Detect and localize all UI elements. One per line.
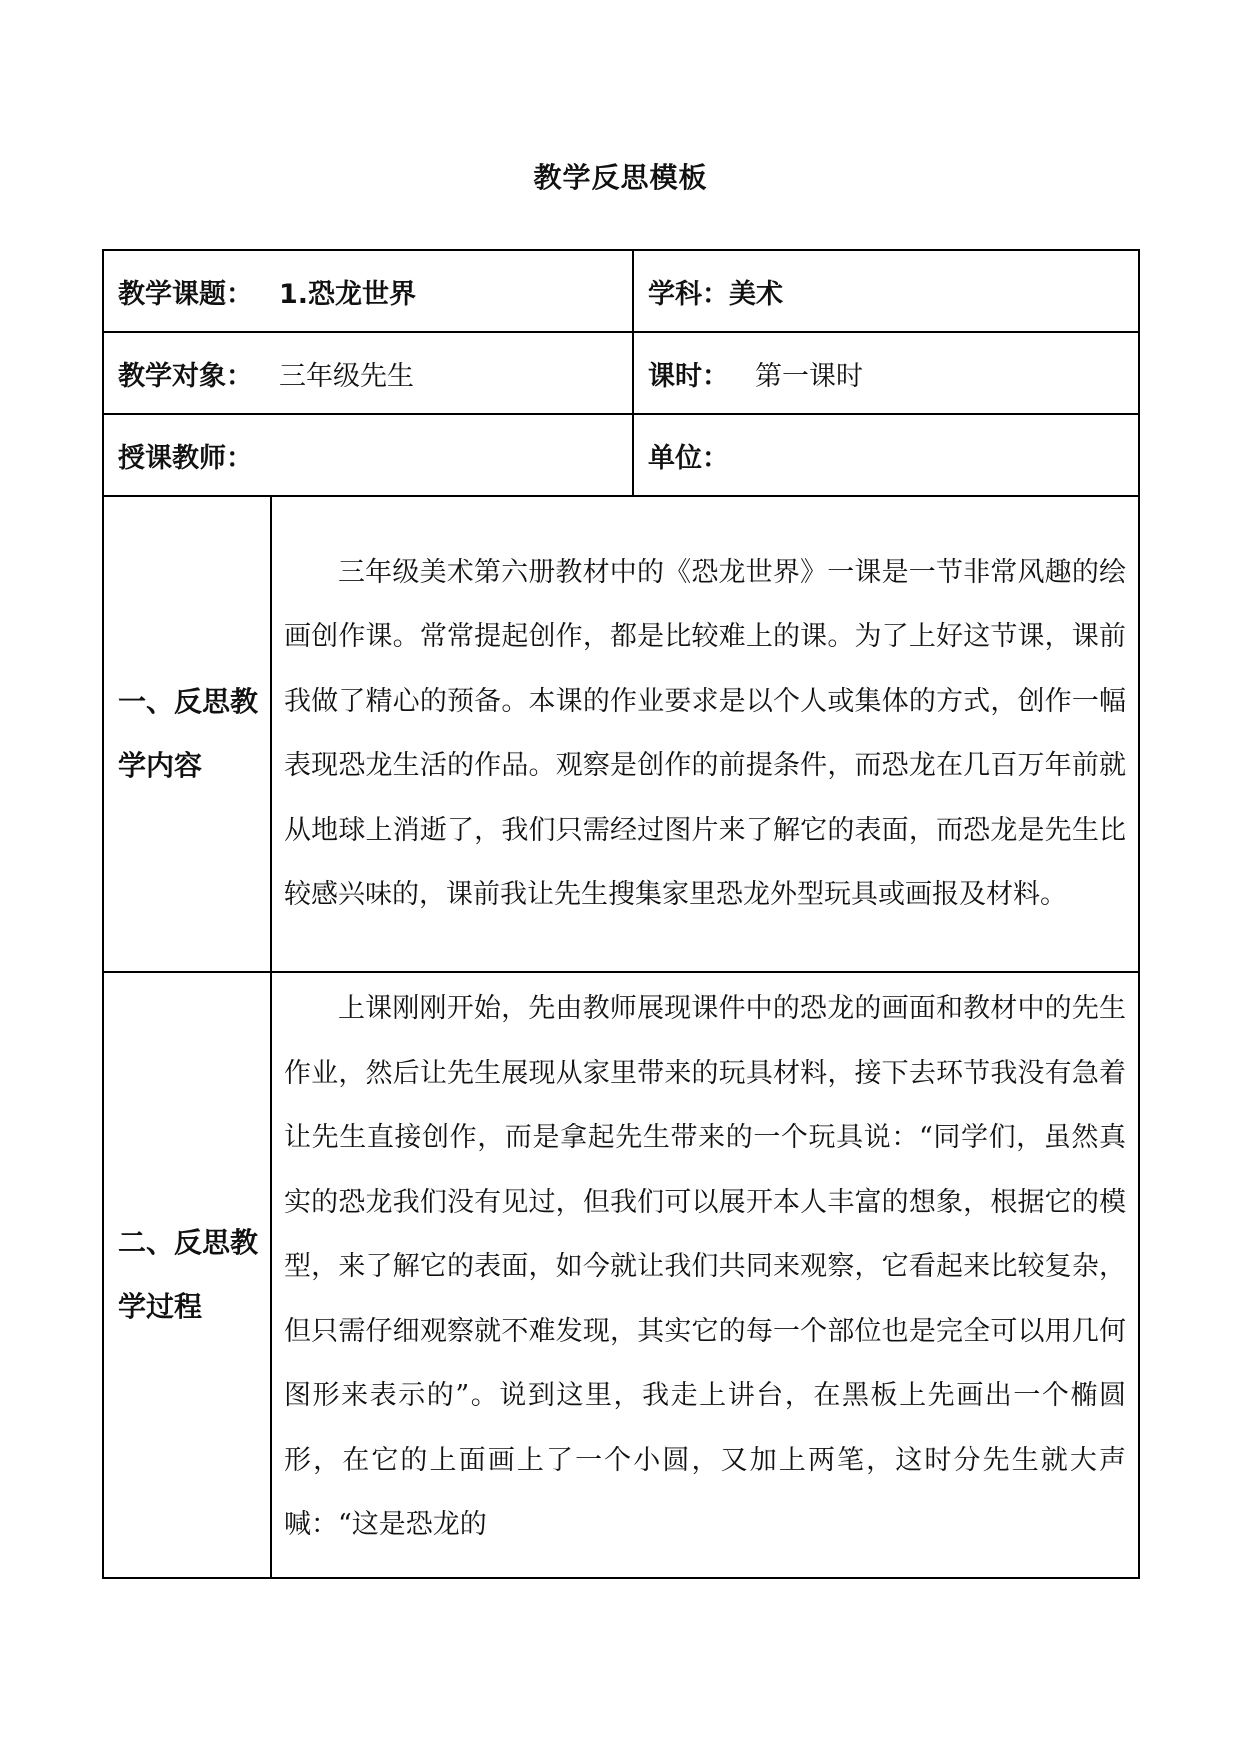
topic-label: 教学课题： (118, 278, 253, 310)
page-title: 教学反思模板 (533, 161, 708, 194)
topic-cell (103, 250, 633, 332)
meta-row-topic (103, 250, 1139, 332)
subject-value: 美术 (729, 278, 784, 310)
meta-row-audience (103, 332, 1139, 414)
section-label-content: 一、反思教学内容 (103, 496, 271, 972)
section-label-process: 二、反思教学过程 (103, 972, 271, 1578)
reflection-form-table (102, 249, 1140, 1579)
section-row-process (103, 972, 1139, 1578)
audience-value: 三年级先生 (279, 360, 414, 392)
subject-cell (633, 250, 1139, 332)
subject-label: 学科： (648, 278, 730, 310)
topic-value: 1.恐龙世界 (279, 278, 417, 310)
period-label: 课时： (648, 360, 730, 392)
section-body-process: 上课刚刚开始，先由教师展现课件中的恐龙的画面和教材中的先生作业，然后让先生展现从家里带来的玩具材料，接下去环节我没有急着让先生直接创作，而是拿起先生带来的一个玩具说：“同学们，虽然真实的恐龙我们没有见过，但我们可以展开本人丰富的想象，根据它的模型，来了解它的表面，如今就让我们共同来观察，它看起来比较复杂，但只需仔细观察就不难发现，其实它的每一个部位也是完全可以用几何图形来表示的”。说到这里，我走上讲台，在黑板上先画出一个椭圆形，在它的上面画上了一个小圆，又加上两笔，这时分先生就大声喊：“这是恐龙的 (271, 972, 1139, 1578)
unit-cell (633, 414, 1139, 496)
section-body-content: 三年级美术第六册教材中的《恐龙世界》一课是一节非常风趣的绘画创作课。常常提起创作，都是比较难上的课。为了上好这节课，课前我做了精心的预备。本课的作业要求是以个人或集体的方式，创作一幅表现恐龙生活的作品。观察是创作的前提条件，而恐龙在几百万年前就从地球上消逝了，我们只需经过图片来了解它的表面，而恐龙是先生比较感兴味的，课前我让先生搜集家里恐龙外型玩具或画报及材料。 (271, 496, 1139, 972)
meta-row-teacher (103, 414, 1139, 496)
audience-label: 教学对象： (118, 360, 253, 392)
teacher-label: 授课教师： (118, 442, 253, 474)
unit-label: 单位： (648, 442, 730, 474)
audience-cell (103, 332, 633, 414)
period-cell (633, 332, 1139, 414)
section-row-content (103, 496, 1139, 972)
period-value: 第一课时 (755, 360, 864, 392)
teacher-cell (103, 414, 633, 496)
